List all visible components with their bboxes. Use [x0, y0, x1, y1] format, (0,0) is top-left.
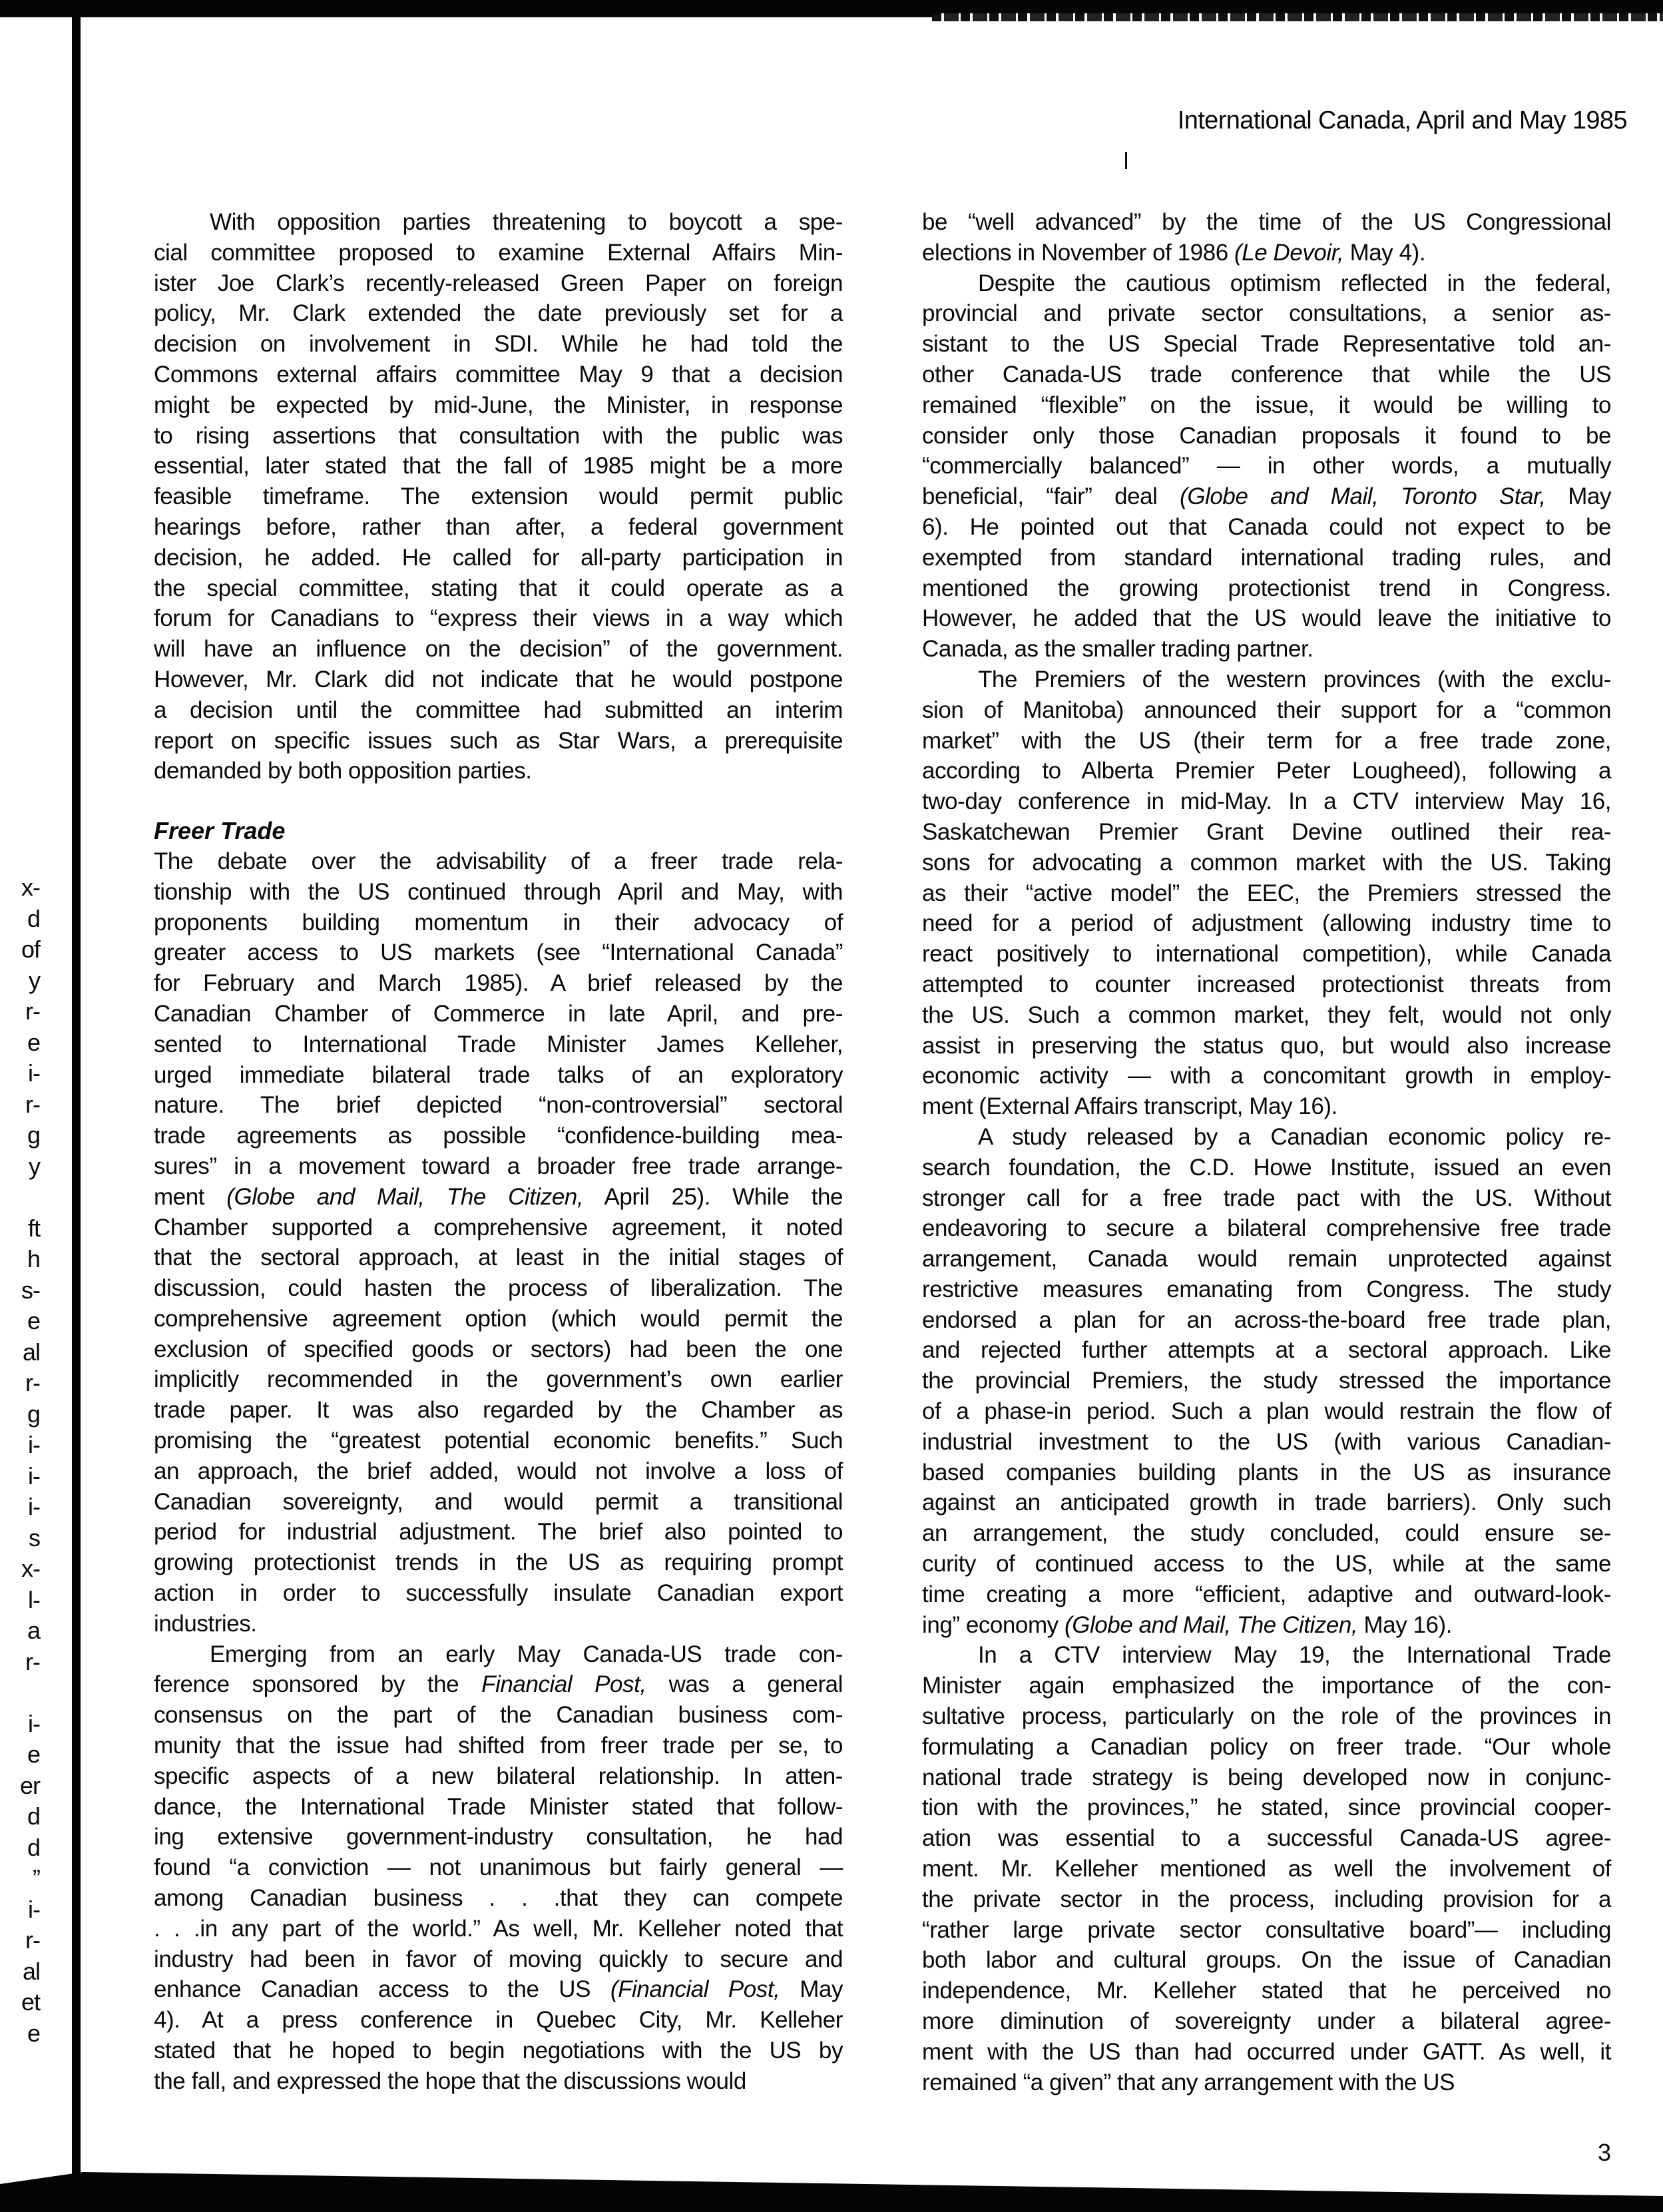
text-line: munity that the issue had shifted from freer trade per se, to — [154, 1733, 843, 1759]
margin-fragment: i- — [28, 1059, 40, 1087]
margin-fragment: e — [27, 1028, 40, 1056]
paragraph — [922, 1122, 1611, 1641]
text-line: discussion, could hasten the process of liberalization. The — [154, 1275, 843, 1302]
text-line: the fall, and expressed the hope that the discussions would — [154, 2068, 746, 2094]
text-line: tionship with the US continued through April and May, with — [154, 878, 843, 905]
text-line: The debate over the advisability of a freer trade rela- — [154, 848, 843, 874]
text-line: endeavoring to secure a bilateral comprehensive free trade — [922, 1215, 1611, 1242]
text-line: comprehensive agreement option (which would permit the — [154, 1305, 843, 1332]
text-line: consider only those Canadian proposals it found to be — [922, 422, 1611, 449]
text-line: remained “flexible” on the issue, it would be willing to — [922, 392, 1611, 418]
text-line: need for a period of adjustment (allowing industry time to — [922, 910, 1611, 937]
margin-fragment: l- — [28, 1585, 40, 1613]
left-column — [154, 207, 843, 2097]
margin-fragment: s- — [21, 1276, 40, 1304]
text-line: two-day conference in mid-May. In a CTV interview May 16, — [922, 788, 1611, 815]
margin-fragment: ft — [27, 1214, 40, 1242]
paragraph — [922, 665, 1611, 1122]
text-line: ister Joe Clark’s recently-released Green Paper on foreign — [154, 270, 843, 296]
text-line: ing extensive government-industry consultation, he had — [154, 1824, 843, 1850]
text-line: A study released by a Canadian economic policy re- — [978, 1123, 1611, 1150]
text-line: ment. Mr. Kelleher mentioned as well the involvement of — [922, 1856, 1611, 1882]
text-line: sures” in a movement toward a broader free trade arrange- — [154, 1153, 843, 1179]
text-line: decision, he added. He called for all-party participation in — [154, 544, 843, 571]
section-heading: Freer Trade — [154, 817, 286, 845]
margin-fragment: ” — [33, 1864, 40, 1892]
text-line: industrial investment to the US (with various Canadian- — [922, 1428, 1611, 1455]
text-line: growing protectionist trends in the US as requiring prompt — [154, 1549, 843, 1576]
text-line: economic activity — with a concomitant growth in employ- — [922, 1063, 1611, 1089]
text-line: Chamber supported a comprehensive agreement, it noted — [154, 1214, 843, 1241]
text-line — [154, 1669, 843, 1700]
text-span: beneficial, “fair” deal — [922, 483, 1180, 510]
margin-fragment: i- — [28, 1493, 40, 1520]
text-line: report on specific issues such as Star Wars, a prerequisite — [154, 727, 843, 754]
text-span: May 4). — [1343, 239, 1426, 266]
text-line: feasible timeframe. The extension would permit public — [154, 483, 843, 510]
margin-fragment: x- — [21, 874, 40, 901]
text-line: proponents building momentum in their advocacy of — [154, 909, 843, 936]
italic-citation: (Globe and Mail, Toronto Star, — [1180, 483, 1546, 510]
margin-fragment: s — [29, 1523, 40, 1551]
text-line: essential, later stated that the fall of 1985 might be a more — [154, 453, 843, 479]
margin-fragment — [0, 1677, 40, 1709]
text-line: specific aspects of a new bilateral relationship. In atten- — [154, 1763, 843, 1789]
text-line: consensus on the part of the Canadian business com- — [154, 1702, 843, 1729]
text-line: based companies building plants in the US as insurance — [922, 1459, 1611, 1486]
margin-fragment: e — [27, 1741, 40, 1768]
text-span: ing” economy — [922, 1611, 1065, 1638]
text-line: trade paper. It was also regarded by the Chamber as — [154, 1397, 843, 1424]
italic-citation: (Le Devoir, — [1234, 239, 1344, 266]
text-line: arrangement, Canada would remain unprotected against — [922, 1246, 1611, 1272]
text-line: greater access to US markets (see “International Canada” — [154, 940, 843, 966]
text-line: mentioned the growing protectionist trend in Congress. — [922, 575, 1611, 601]
text-line: promising the “greatest potential economic benefits.” Such — [154, 1428, 843, 1454]
paragraph — [154, 207, 843, 786]
text-line: demanded by both opposition parties. — [154, 758, 532, 784]
text-line: the special committee, stating that it could operate as a — [154, 575, 843, 601]
text-line: found “a conviction — not unanimous but fairly general — — [154, 1854, 843, 1881]
margin-fragment: et — [21, 1988, 40, 2016]
text-span: was a general — [646, 1671, 843, 1698]
text-line: Commons external affairs committee May 9 that a decision — [154, 361, 843, 388]
margin-fragment: i- — [28, 1709, 40, 1737]
margin-fragment: i- — [28, 1431, 40, 1458]
margin-fragment — [0, 1182, 40, 1213]
text-line: sistant to the US Special Trade Representative told an- — [922, 331, 1611, 358]
text-line: of a phase-in period. Such a plan would restrain the flow of — [922, 1398, 1611, 1425]
text-line: react positively to international competition), while Canada — [922, 941, 1611, 968]
margin-fragment: of — [21, 936, 40, 963]
text-line: might be expected by mid-June, the Minister, in response — [154, 392, 843, 418]
paragraph — [154, 846, 843, 1639]
text-line: dance, the International Trade Minister stated that follow- — [154, 1793, 843, 1820]
text-line — [922, 1610, 1611, 1641]
text-line: The Premiers of the western provinces (with the exclu- — [978, 666, 1611, 692]
text-line: ment with the US than had occurred under GATT. As well, it — [922, 2038, 1611, 2065]
text-line: In a CTV interview May 19, the International Trade — [978, 1642, 1611, 1669]
text-line: hearings before, rather than after, a federal government — [154, 513, 843, 540]
text-line: an approach, the brief added, would not involve a loss of — [154, 1458, 843, 1484]
text-line: exempted from standard international trading rules, and — [922, 544, 1611, 571]
right-column — [922, 207, 1611, 2097]
text-line: Minister again emphasized the importance of the con- — [922, 1673, 1611, 1699]
text-line: . . .in any part of the world.” As well, Mr. Kelleher noted that — [154, 1915, 843, 1942]
text-line: Canadian Chamber of Commerce in late April, and pre- — [154, 1000, 843, 1027]
text-line: decision on involvement in SDI. While he had told the — [154, 331, 843, 358]
text-line: Canada, as the smaller trading partner. — [922, 636, 1313, 663]
margin-fragment: d — [27, 1802, 40, 1830]
margin-fragment: g — [27, 1121, 40, 1149]
text-line: other Canada-US trade conference that while the US — [922, 361, 1611, 388]
text-line: time creating a more “efficient, adaptive and outward-look- — [922, 1581, 1611, 1607]
section-gap — [154, 786, 843, 816]
margin-fragment: d — [27, 1833, 40, 1861]
facing-page-fragments — [0, 872, 40, 2049]
text-line: a decision until the committee had submitted an interim — [154, 696, 843, 723]
margin-fragment: g — [27, 1400, 40, 1428]
text-line — [922, 481, 1611, 512]
italic-citation: (Financial Post, — [610, 1976, 780, 2003]
text-line: “rather large private sector consultative board”— including — [922, 1916, 1611, 1943]
text-line — [154, 1182, 843, 1213]
book-spine-shadow — [72, 13, 81, 2177]
margin-fragment: y — [29, 1152, 40, 1180]
text-line: independence, Mr. Kelleher stated that he perceived no — [922, 1978, 1611, 2004]
text-line: nature. The brief depicted “non-controversial” sectoral — [154, 1092, 843, 1119]
text-line: be “well advanced” by the time of the US Congressional — [922, 209, 1611, 235]
text-line: and rejected further attempts at a sectoral approach. Like — [922, 1337, 1611, 1364]
text-line: according to Alberta Premier Peter Lougheed), following a — [922, 758, 1611, 784]
text-line: exclusion of specified goods or sectors) had been the one — [154, 1336, 843, 1362]
text-line: restrictive measures emanating from Congress. The study — [922, 1276, 1611, 1302]
text-line: attempted to counter increased protectionist threats from — [922, 971, 1611, 997]
text-line: policy, Mr. Clark extended the date previously set for a — [154, 300, 843, 327]
paragraph — [922, 207, 1611, 268]
text-span: ference sponsored by the — [154, 1671, 482, 1698]
text-line: However, Mr. Clark did not indicate that he would postpone — [154, 666, 843, 692]
italic-citation: Financial Post, — [481, 1671, 646, 1698]
text-line: However, he added that the US would leave the initiative to — [922, 605, 1611, 632]
text-line: against an anticipated growth in trade barriers). Only such — [922, 1490, 1611, 1516]
text-span: ment — [154, 1183, 227, 1210]
text-line: Emerging from an early May Canada-US trade con- — [210, 1641, 843, 1667]
text-line: for February and March 1985). A brief released by the — [154, 970, 843, 997]
text-line: the private sector in the process, including provision for a — [922, 1886, 1611, 1912]
text-span: May — [780, 1976, 843, 2003]
text-line: among Canadian business . . .that they can compete — [154, 1885, 843, 1912]
margin-fragment: d — [27, 904, 40, 932]
text-line: as their “active model” the EEC, the Premiers stressed the — [922, 880, 1611, 906]
text-line: cial committee proposed to examine External Affairs Min- — [154, 239, 843, 266]
text-line: trade agreements as possible “confidence-building mea- — [154, 1123, 843, 1149]
margin-fragment: r- — [25, 997, 40, 1025]
margin-fragment: r- — [25, 1647, 40, 1675]
text-line: 6). He pointed out that Canada could not expect to be — [922, 513, 1611, 540]
text-span: enhance Canadian access to the US — [154, 1976, 610, 2003]
margin-fragment: e — [27, 1307, 40, 1334]
margin-fragment: i- — [28, 1895, 40, 1923]
text-line: formulating a Canadian policy on freer trade. “Our whole — [922, 1733, 1611, 1760]
text-line: tion with the provinces,” he stated, since provincial cooper- — [922, 1795, 1611, 1821]
text-span: April 25). While the — [583, 1183, 843, 1210]
text-line: both labor and cultural groups. On the issue of Canadian — [922, 1947, 1611, 1974]
text-line: sented to International Trade Minister James Kelleher, — [154, 1031, 843, 1057]
text-line: assist in preserving the status quo, but would also increase — [922, 1032, 1611, 1059]
margin-fragment: x- — [21, 1555, 40, 1582]
text-line: Canadian sovereignty, and would permit a transitional — [154, 1488, 843, 1515]
text-line — [922, 238, 1611, 268]
running-header: International Canada, April and May 1985 — [1177, 107, 1627, 135]
text-line: sons for advocating a common market with the US. Taking — [922, 849, 1611, 876]
text-line: implicitly recommended in the government’s own earlier — [154, 1366, 843, 1393]
text-line: action in order to successfully insulate Canadian export — [154, 1580, 843, 1607]
italic-citation: (Globe and Mail, The Citizen, — [1064, 1611, 1358, 1638]
text-line: Despite the cautious optimism reflected in the federal, — [978, 270, 1611, 296]
paragraph — [922, 1640, 1611, 2097]
paragraph — [922, 268, 1611, 665]
text-line: forum for Canadians to “express their views in a way which — [154, 605, 843, 632]
text-line: national trade strategy is being developed now in conjunc- — [922, 1764, 1611, 1791]
text-line: sion of Manitoba) announced their support for a “common — [922, 696, 1611, 723]
text-line: Saskatchewan Premier Grant Devine outlined their rea- — [922, 818, 1611, 845]
margin-fragment: r- — [25, 1926, 40, 1954]
text-line — [154, 1974, 843, 2005]
paragraph — [154, 1639, 843, 2097]
text-line: With opposition parties threatening to boycott a spe- — [210, 209, 843, 235]
text-line: 4). At a press conference in Quebec City, Mr. Kelleher — [154, 2007, 843, 2034]
text-line: industry had been in favor of moving quickly to secure and — [154, 1946, 843, 1972]
text-line: “commercially balanced” — in other words, a mutually — [922, 453, 1611, 479]
text-line: curity of continued access to the US, while at the same — [922, 1551, 1611, 1577]
scan-top-edge-noise — [932, 13, 1663, 21]
text-line: market” with the US (their term for a free trade zone, — [922, 727, 1611, 754]
margin-fragment: a — [27, 1617, 40, 1644]
text-line: stated that he hoped to begin negotiations with the US by — [154, 2038, 843, 2064]
text-span: May 16). — [1357, 1611, 1453, 1638]
text-line: ment (External Affairs transcript, May 16). — [922, 1093, 1337, 1120]
text-line: search foundation, the C.D. Howe Institute, issued an even — [922, 1154, 1611, 1181]
text-span: May — [1545, 483, 1611, 510]
text-line: more diminution of sovereignty under a bilateral agree- — [922, 2008, 1611, 2035]
text-line: stronger call for a free trade pact with the US. Without — [922, 1185, 1611, 1211]
text-line: an arrangement, the study concluded, could ensure se- — [922, 1520, 1611, 1547]
scan-bottom-edge — [0, 2172, 1663, 2212]
stray-mark — [1125, 152, 1127, 169]
text-line: the provincial Premiers, the study stressed the importance — [922, 1368, 1611, 1394]
text-line: provincial and private sector consultations, a senior as- — [922, 300, 1611, 327]
margin-fragment: r- — [25, 1369, 40, 1396]
text-line: remained “a given” that any arrangement with the US — [922, 2069, 1455, 2095]
page-number: 3 — [1597, 2139, 1611, 2166]
text-line: industries. — [154, 1610, 257, 1637]
margin-fragment: r- — [25, 1090, 40, 1118]
margin-fragment: er — [19, 1771, 40, 1799]
text-line: will have an influence on the decision” of the government. — [154, 636, 843, 663]
margin-fragment: y — [29, 966, 40, 994]
text-line: the US. Such a common market, they felt, would not only — [922, 1001, 1611, 1028]
text-line: to rising assertions that consultation with the public was — [154, 422, 843, 449]
text-line: urged immediate bilateral trade talks of an exploratory — [154, 1061, 843, 1088]
margin-fragment: h — [27, 1245, 40, 1272]
text-span: elections in November of 1986 — [922, 239, 1234, 266]
margin-fragment: e — [27, 2019, 40, 2047]
margin-fragment: al — [22, 1338, 40, 1366]
text-line: sultative process, particularly on the role of the provinces in — [922, 1703, 1611, 1730]
text-line: period for industrial adjustment. The brief also pointed to — [154, 1519, 843, 1545]
text-line: that the sectoral approach, at least in the initial stages of — [154, 1244, 843, 1271]
text-line: endorsed a plan for an across-the-board free trade plan, — [922, 1306, 1611, 1333]
margin-fragment: al — [22, 1957, 40, 1985]
italic-citation: (Globe and Mail, The Citizen, — [226, 1183, 584, 1210]
text-line: ation was essential to a successful Canada-US agree- — [922, 1825, 1611, 1852]
margin-fragment: i- — [28, 1462, 40, 1490]
